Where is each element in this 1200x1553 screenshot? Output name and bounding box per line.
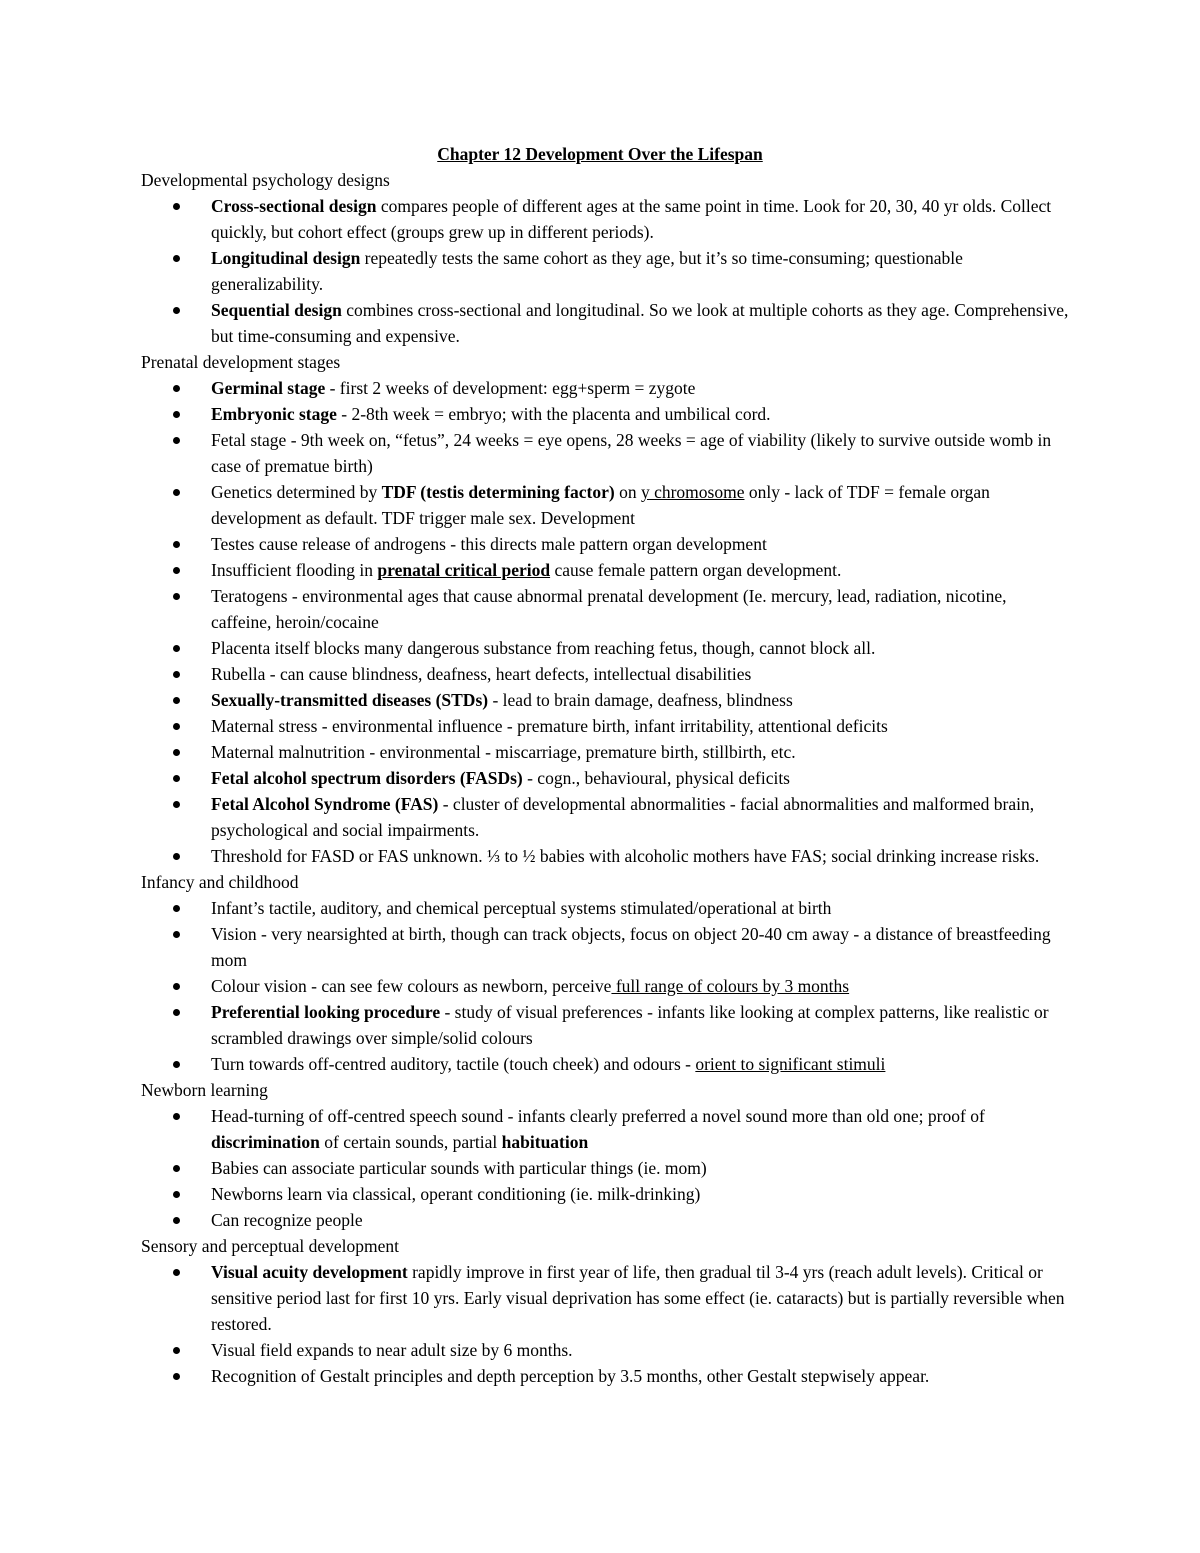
bullet-icon xyxy=(173,489,180,496)
bullet-icon xyxy=(173,307,180,314)
item-text: of certain sounds, partial xyxy=(319,1132,502,1152)
bold-term: Fetal alcohol spectrum disorders (FASDs) xyxy=(211,768,523,788)
section-heading: Infancy and childhood xyxy=(141,872,299,892)
item-text: Turn towards off-centred auditory, tactile (touch cheek) and odours - xyxy=(211,1054,696,1074)
item-text: Infant’s tactile, auditory, and chemical perceptual systems stimulated/operational at birth xyxy=(211,898,832,918)
section-heading: Sensory and perceptual development xyxy=(141,1236,400,1256)
bullet-list xyxy=(141,375,1071,869)
bullet-icon xyxy=(173,1165,180,1172)
list-item xyxy=(141,1181,1071,1207)
bold-term: Longitudinal design xyxy=(211,248,361,268)
bold-term: Preferential looking procedure xyxy=(211,1002,441,1022)
bullet-icon xyxy=(173,437,180,444)
bullet-icon xyxy=(173,983,180,990)
item-text: Head-turning of off-centred speech sound - infants clearly preferred a novel sound more than old one; proof of xyxy=(211,1106,985,1126)
list-item xyxy=(141,635,1071,661)
item-text: - lead to brain damage, deafness, blindness xyxy=(488,690,793,710)
list-item xyxy=(141,1259,1071,1337)
bullet-icon xyxy=(173,1347,180,1354)
bullet-icon xyxy=(173,723,180,730)
bullet-icon xyxy=(173,567,180,574)
list-item xyxy=(141,297,1071,349)
item-text: cause female pattern organ development. xyxy=(550,560,842,580)
list-item xyxy=(141,739,1071,765)
section-heading: Newborn learning xyxy=(141,1080,268,1100)
item-text: Recognition of Gestalt principles and depth perception by 3.5 months, other Gestalt stepwisely appear. xyxy=(211,1366,930,1386)
bullet-icon xyxy=(173,541,180,548)
item-text: - cluster of developmental abnormalities - facial abnormalities and malformed brain, psychological and social impairments. xyxy=(211,794,1035,840)
list-item xyxy=(141,1207,1071,1233)
underlined-text: full range of colours by 3 months xyxy=(611,976,850,996)
bullet-list xyxy=(141,1103,1071,1233)
document-body xyxy=(141,167,1071,1389)
list-item xyxy=(141,765,1071,791)
list-item xyxy=(141,375,1071,401)
bullet-icon xyxy=(173,385,180,392)
list-item xyxy=(141,921,1071,973)
bullet-icon xyxy=(173,749,180,756)
list-item xyxy=(141,401,1071,427)
item-text: Placenta itself blocks many dangerous substance from reaching fetus, though, cannot block all. xyxy=(211,638,876,658)
item-text: combines cross-sectional and longitudinal. So we look at multiple cohorts as they age. Comprehensive, but time-consuming and expensive. xyxy=(211,300,1069,346)
bold-term: Fetal Alcohol Syndrome (FAS) xyxy=(211,794,439,814)
bullet-icon xyxy=(173,1009,180,1016)
bullet-icon xyxy=(173,203,180,210)
bold-term: Embryonic stage xyxy=(211,404,337,424)
item-text: Insufficient flooding in xyxy=(211,560,378,580)
item-text: Can recognize people xyxy=(211,1210,363,1230)
item-text: Maternal malnutrition - environmental - miscarriage, premature birth, stillbirth, etc. xyxy=(211,742,796,762)
bold-term: Sequential design xyxy=(211,300,342,320)
bullet-icon xyxy=(173,931,180,938)
bullet-icon xyxy=(173,697,180,704)
item-text: only - lack of TDF = female organ development as default. TDF trigger male sex. Development xyxy=(211,482,990,528)
item-text: Newborns learn via classical, operant conditioning (ie. milk-drinking) xyxy=(211,1184,701,1204)
bold-term: Cross-sectional design xyxy=(211,196,377,216)
section-heading: Developmental psychology designs xyxy=(141,170,390,190)
list-item xyxy=(141,427,1071,479)
section-heading: Prenatal development stages xyxy=(141,352,341,372)
bullet-icon xyxy=(173,1269,180,1276)
item-text: Genetics determined by xyxy=(211,482,382,502)
underlined-text: orient to significant stimuli xyxy=(695,1054,886,1074)
bullet-icon xyxy=(173,1191,180,1198)
list-item xyxy=(141,895,1071,921)
list-item xyxy=(141,557,1071,583)
item-text: Teratogens - environmental ages that cause abnormal prenatal development (Ie. mercury, lead, radiation, nicotine, caffeine, heroin/cocaine xyxy=(211,586,1007,632)
item-text: Vision - very nearsighted at birth, though can track objects, focus on object 20-40 cm away - a distance of breastfeeding mom xyxy=(211,924,1051,970)
document-title: Chapter 12 Development Over the Lifespan xyxy=(437,144,763,164)
item-text: Fetal stage - 9th week on, “fetus”, 24 weeks = eye opens, 28 weeks = age of viability (likely to survive outside womb in case of prematue birth) xyxy=(211,430,1052,476)
list-item xyxy=(141,245,1071,297)
bullet-icon xyxy=(173,645,180,652)
bullet-icon xyxy=(173,1113,180,1120)
list-item xyxy=(141,999,1071,1051)
item-text: - study of visual preferences - infants like looking at complex patterns, like realistic or scrambled drawings over simple/solid colours xyxy=(211,1002,1049,1048)
underlined-text: y chromosome xyxy=(640,482,745,502)
item-text: - cogn., behavioural, physical deficits xyxy=(522,768,790,788)
list-item xyxy=(141,713,1071,739)
bullet-icon xyxy=(173,1217,180,1224)
list-item xyxy=(141,193,1071,245)
list-item xyxy=(141,973,1071,999)
item-text: Maternal stress - environmental influence - premature birth, infant irritability, attentional deficits xyxy=(211,716,888,736)
item-text: on xyxy=(614,482,641,502)
bullet-list xyxy=(141,193,1071,349)
list-item xyxy=(141,479,1071,531)
list-item xyxy=(141,687,1071,713)
list-item xyxy=(141,1337,1071,1363)
bullet-icon xyxy=(173,853,180,860)
list-item xyxy=(141,1363,1071,1389)
bullet-icon xyxy=(173,1373,180,1380)
list-item xyxy=(141,531,1071,557)
list-item xyxy=(141,1155,1071,1181)
list-item xyxy=(141,1103,1071,1155)
bold-term: Visual acuity development xyxy=(211,1262,408,1282)
list-item xyxy=(141,791,1071,843)
bullet-icon xyxy=(173,1061,180,1068)
bullet-icon xyxy=(173,411,180,418)
list-item xyxy=(141,583,1071,635)
bold-term: TDF (testis determining factor) xyxy=(381,482,615,502)
bullet-icon xyxy=(173,905,180,912)
bold-term: Germinal stage xyxy=(211,378,326,398)
item-text: Colour vision - can see few colours as newborn, perceive xyxy=(211,976,612,996)
item-text: Babies can associate particular sounds with particular things (ie. mom) xyxy=(211,1158,707,1178)
bullet-list xyxy=(141,1259,1071,1389)
bullet-icon xyxy=(173,801,180,808)
bold-term: habituation xyxy=(501,1132,589,1152)
item-text: - first 2 weeks of development: egg+sperm = zygote xyxy=(325,378,696,398)
item-text: Testes cause release of androgens - this directs male pattern organ development xyxy=(211,534,767,554)
item-text: Visual field expands to near adult size by 6 months. xyxy=(211,1340,573,1360)
item-text: repeatedly tests the same cohort as they age, but it’s so time-consuming; questionable generalizability. xyxy=(211,248,963,294)
item-text: Rubella - can cause blindness, deafness, heart defects, intellectual disabilities xyxy=(211,664,752,684)
bullet-icon xyxy=(173,775,180,782)
bullet-list xyxy=(141,895,1071,1077)
bold-term: Sexually-transmitted diseases (STDs) xyxy=(211,690,489,710)
list-item xyxy=(141,1051,1071,1077)
bullet-icon xyxy=(173,593,180,600)
bullet-icon xyxy=(173,255,180,262)
list-item xyxy=(141,661,1071,687)
item-text: Threshold for FASD or FAS unknown. ⅓ to ½ babies with alcoholic mothers have FAS; social drinking increase risks. xyxy=(211,846,1040,866)
item-text: compares people of different ages at the same point in time. Look for 20, 30, 40 yr olds. Collect quickly, but cohort effect (groups grew up in different periods). xyxy=(211,196,1052,242)
item-text: - 2-8th week = embryo; with the placenta and umbilical cord. xyxy=(336,404,771,424)
item-text: rapidly improve in first year of life, then gradual til 3-4 yrs (reach adult levels). Critical or sensitive period last for first 10 yrs. Early visual deprivation has some effect (ie. cataracts) but is partially reversible when restored. xyxy=(211,1262,1065,1334)
bold-underlined-term: prenatal critical period xyxy=(377,560,551,580)
list-item xyxy=(141,843,1071,869)
bullet-icon xyxy=(173,671,180,678)
bold-term: discrimination xyxy=(211,1132,320,1152)
